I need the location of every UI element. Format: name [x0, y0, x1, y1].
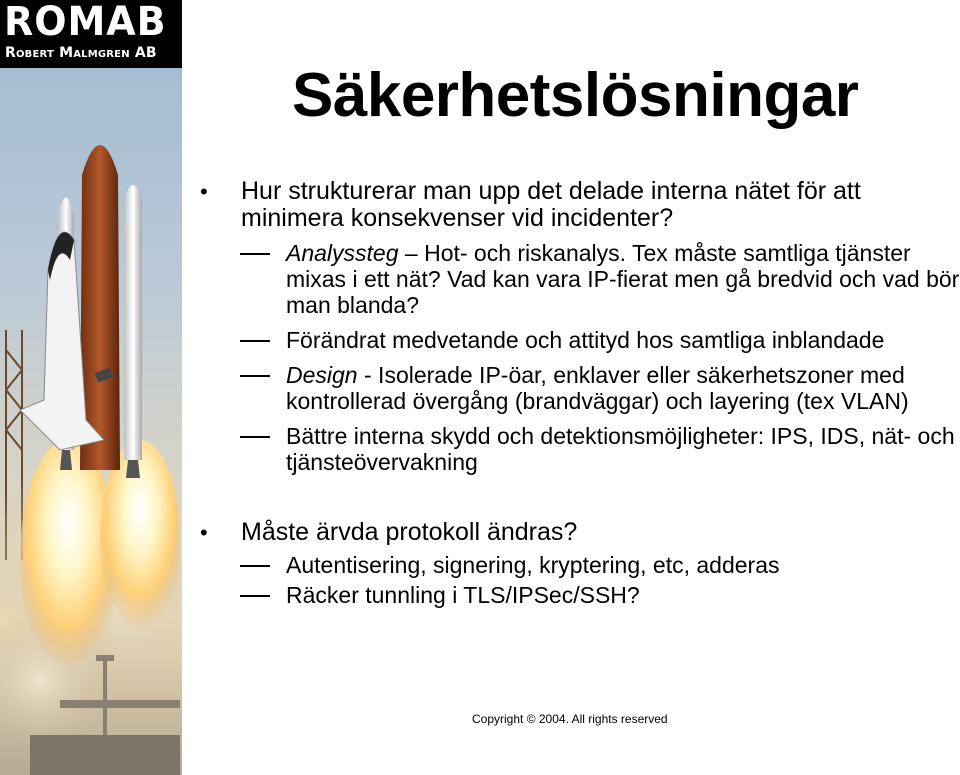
- dash-icon: [240, 340, 270, 342]
- sub-bullet-emphasis: Analyssteg: [286, 240, 399, 266]
- logo-subtitle: Robert Malmgren AB: [5, 45, 157, 61]
- dash-icon: [240, 253, 270, 255]
- sub-bullet-item: [200, 327, 960, 353]
- page-title: Säkerhetslösningar: [292, 61, 859, 130]
- logo-title: ROMAB: [4, 0, 167, 45]
- dash-icon: [240, 565, 270, 567]
- sub-bullet-item: [200, 362, 960, 414]
- space-shuttle-launch-photo: [0, 0, 182, 775]
- sub-bullet-text: Förändrat medvetande och attityd hos samtliga inblandade: [286, 327, 885, 353]
- bullet-icon: •: [200, 520, 208, 545]
- bullet-text: Måste ärvda protokoll ändras?: [241, 518, 578, 546]
- sub-bullet-text: – Hot- och riskanalys. Tex måste samtliga tjänster mixas i ett nät? Vad kan vara IP-fierat men gå bredvid och vad bör man blanda?: [286, 240, 960, 318]
- dash-icon: [240, 436, 270, 438]
- bullet-text: Hur strukturerar man upp det delade interna nätet för att minimera konsekvenser vid incidenter?: [241, 177, 861, 232]
- bullet-item: [200, 178, 960, 232]
- dash-icon: [240, 375, 270, 377]
- copyright-notice: Copyright © 2004. All rights reserved: [472, 712, 668, 726]
- sub-bullet-text: Bättre interna skydd och detektionsmöjligheter: IPS, IDS, nät- och tjänsteövervakning: [286, 423, 955, 475]
- sub-bullet-emphasis: Design: [286, 362, 358, 388]
- sub-bullet-text: Räcker tunnling i TLS/IPSec/SSH?: [286, 582, 640, 608]
- bullet-icon: •: [200, 179, 208, 204]
- romab-logo: [0, 0, 182, 68]
- sub-bullet-text: - Isolerade IP-öar, enklaver eller säkerhetszoner med kontrollerad övergång (brandväggar) och layering (tex VLAN): [286, 362, 909, 414]
- sub-bullet-item: [200, 240, 960, 318]
- sub-bullet-item: [200, 552, 960, 578]
- sub-bullet-item: [200, 582, 960, 608]
- sub-bullet-text: Autentisering, signering, kryptering, etc, adderas: [286, 552, 780, 578]
- slide-body: [200, 178, 960, 608]
- dash-icon: [240, 595, 270, 597]
- sub-bullet-item: [200, 423, 960, 475]
- bullet-item: [200, 519, 960, 546]
